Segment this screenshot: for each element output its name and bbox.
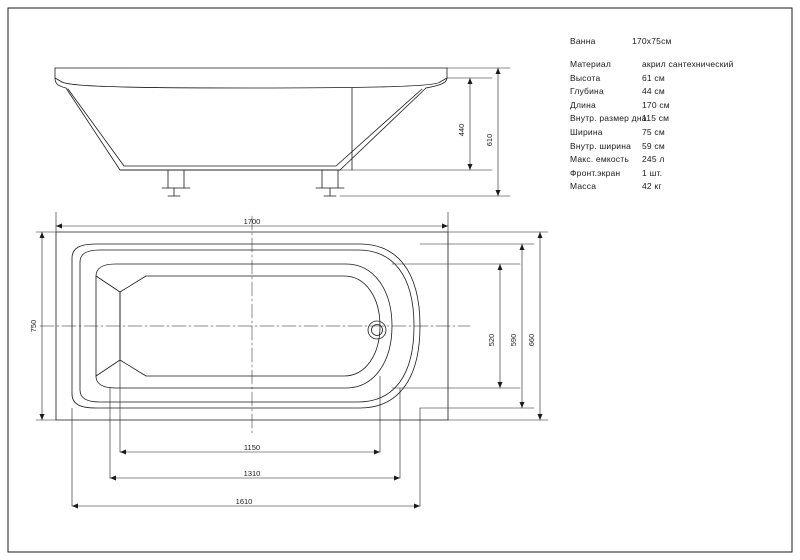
spec-row-front-panel	[570, 167, 785, 181]
spec-value: акрил сантехнический	[642, 59, 734, 69]
spec-value: 1 шт.	[642, 167, 663, 178]
spec-value: 61 см	[642, 72, 665, 83]
spec-value: 170 см	[642, 99, 670, 110]
spec-value: 42 кг	[642, 181, 662, 192]
spec-row-mass	[570, 180, 785, 194]
spec-label: Внутр. размер дна	[570, 113, 647, 124]
spec-row-capacity	[570, 153, 785, 167]
spec-label: Макс. емкость	[570, 154, 629, 165]
spec-value: 44 см	[642, 86, 665, 97]
plan-centre-axes	[40, 216, 470, 436]
spec-label: Ширина	[570, 126, 603, 137]
specification-table	[570, 36, 785, 194]
dim-side-height: 610	[485, 133, 494, 147]
dim-plan-length: 1700	[243, 217, 261, 226]
dim-plan-inner-width-2: 520	[487, 333, 496, 347]
spec-row-inner-width	[570, 140, 785, 154]
spec-label: Фронт.экран	[570, 167, 621, 178]
spec-value: 115 см	[642, 113, 670, 124]
spec-value: 59 см	[642, 140, 665, 151]
dim-plan-bottom-outer: 1610	[235, 497, 253, 506]
spec-title-value: 170x75см	[632, 36, 672, 46]
spec-label: Масса	[570, 181, 597, 192]
spec-row-width	[570, 126, 785, 140]
spec-row-length	[570, 99, 785, 113]
dim-plan-width: 750	[29, 319, 38, 333]
spec-value: 245 л	[642, 154, 665, 165]
dim-plan-bottom-mid: 1310	[243, 469, 261, 478]
spec-title-row	[570, 36, 785, 46]
spec-label: Материал	[570, 59, 612, 69]
spec-label: Высота	[570, 72, 601, 83]
spec-row-material	[570, 58, 785, 72]
spec-row-depth	[570, 85, 785, 99]
dim-plan-inner-width: 590	[509, 333, 518, 347]
dim-plan-bottom-inner: 1150	[243, 443, 261, 452]
spec-label: Внутр. ширина	[570, 140, 632, 151]
plan-dimension-lines	[36, 212, 548, 509]
spec-title-label: Ванна	[570, 36, 596, 46]
spec-label: Длина	[570, 99, 596, 110]
dim-side-depth: 440	[457, 123, 466, 137]
spec-label: Глубина	[570, 86, 604, 97]
side-elevation	[55, 68, 447, 196]
spec-row-height	[570, 72, 785, 86]
dim-plan-outer-width: 660	[527, 333, 536, 347]
spec-value: 75 см	[642, 126, 665, 137]
spec-row-inner-bottom	[570, 112, 785, 126]
